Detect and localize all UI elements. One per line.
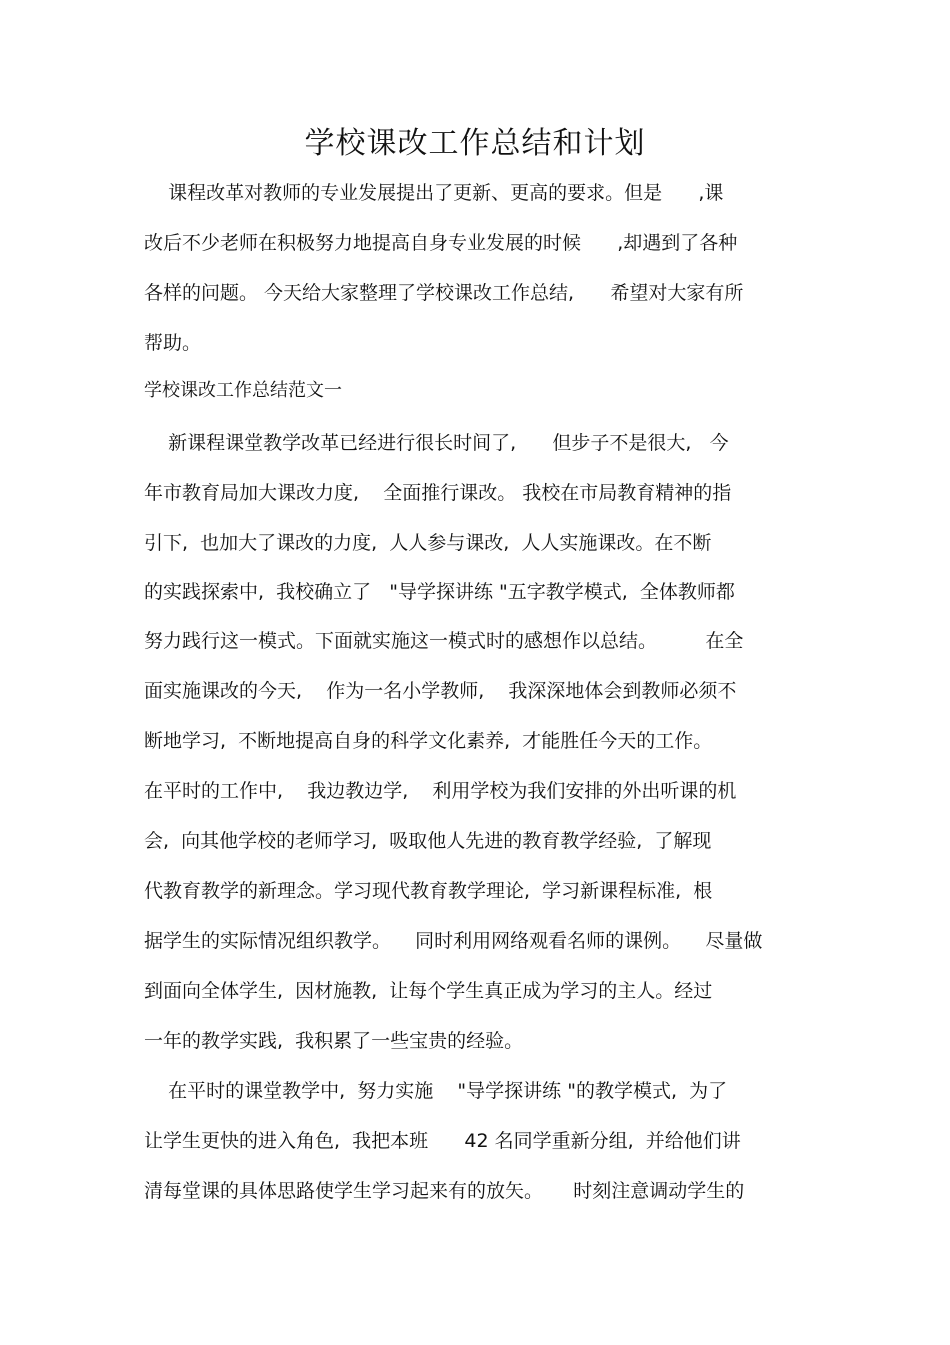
body-line-13: 一年的教学实践, 我积累了一些宝贵的经验。 <box>144 1030 524 1052</box>
body-line-1: 新课程课堂教学改革已经进行很长时间了, 但步子不是很大, 今 <box>144 432 729 454</box>
intro-line-1: 课程改革对教师的专业发展提出了更新、更高的要求。但是 ,课 <box>144 182 724 204</box>
document-title: 学校课改工作总结和计划 <box>304 126 646 161</box>
body-line-7: 断地学习, 不断地提高自身的科学文化素养, 才能胜任今天的工作。 <box>144 730 713 752</box>
intro-line-2: 改后不少老师在积极努力地提高自身专业发展的时候 ,却遇到了各种 <box>144 232 738 254</box>
body-line-15: 让学生更快的进入角色, 我把本班 42 名同学重新分组, 并给他们讲 <box>144 1130 741 1152</box>
body-line-8: 在平时的工作中, 我边教边学, 利用学校为我们安排的外出听课的机 <box>144 780 737 802</box>
intro-line-3: 各样的问题。 今天给大家整理了学校课改工作总结, 希望对大家有所 <box>144 282 744 304</box>
body-line-2: 年市教育局加大课改力度, 全面推行课改。 我校在市局教育精神的指 <box>144 482 732 504</box>
body-line-5: 努力践行这一模式。下面就实施这一模式时的感想作以总结。 在全 <box>144 630 744 652</box>
body-line-6: 面实施课改的今天, 作为一名小学教师, 我深深地体会到教师必须不 <box>144 680 737 702</box>
body-line-16: 清每堂课的具体思路使学生学习起来有的放矢。 时刻注意调动学生的 <box>144 1180 745 1202</box>
body-line-12: 到面向全体学生, 因材施教, 让每个学生真正成为学习的主人。经过 <box>144 980 713 1002</box>
body-line-4: 的实践探索中, 我校确立了 "导学探讲练 "五字教学模式, 全体教师都 <box>144 581 735 603</box>
body-line-9: 会, 向其他学校的老师学习, 吸取他人先进的教育教学经验, 了解现 <box>144 830 712 852</box>
body-line-3: 引下, 也加大了课改的力度, 人人参与课改, 人人实施课改。在不断 <box>144 532 712 554</box>
body-line-11: 据学生的实际情况组织教学。 同时利用网络观看名师的课例。 尽量做 <box>144 930 763 952</box>
section-heading: 学校课改工作总结范文一 <box>144 380 342 401</box>
intro-line-4: 帮助。 <box>144 332 202 354</box>
body-line-14: 在平时的课堂教学中, 努力实施 "导学探讲练 "的教学模式, 为了 <box>144 1080 728 1102</box>
body-line-10: 代教育教学的新理念。学习现代教育教学理论, 学习新课程标准, 根 <box>144 880 713 902</box>
